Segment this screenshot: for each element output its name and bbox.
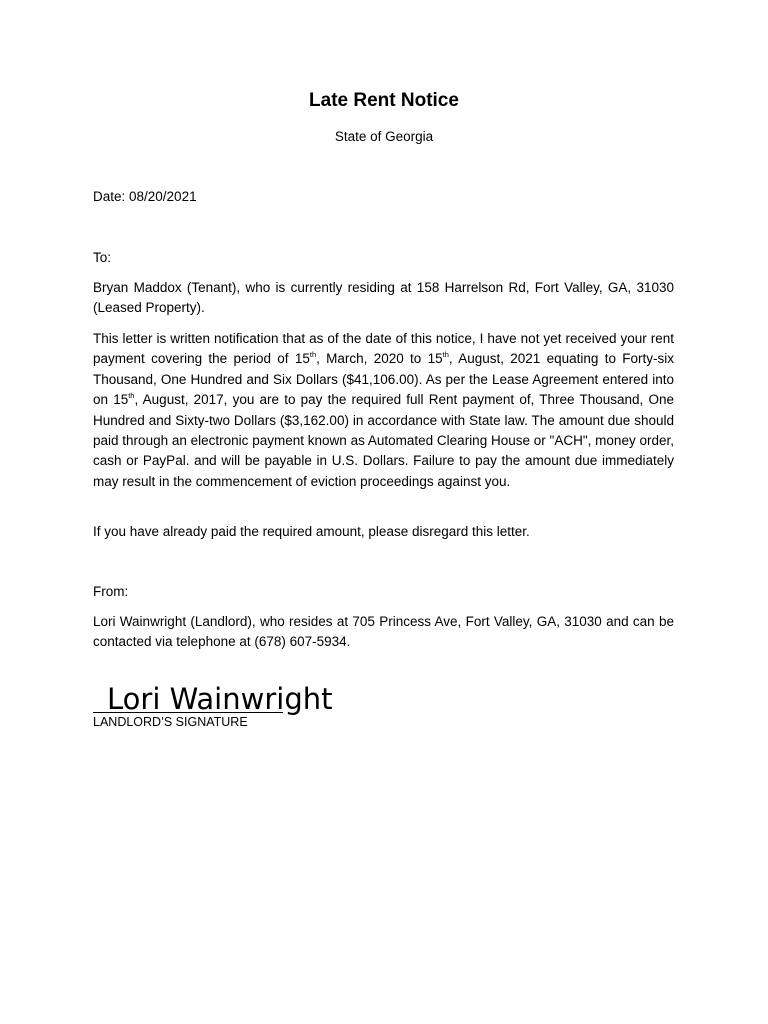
disregard-paragraph: If you have already paid the required amount, please disregard this letter. xyxy=(93,524,530,539)
document-title: Late Rent Notice xyxy=(309,90,459,111)
notice-text-part: , August, 2021 equating to Forty-six Thousand, One Hundred and Six Dollars ($41,106.00). As per the Lease Agreement entered into on 15 xyxy=(93,351,674,408)
landlord-paragraph: Lori Wainwright (Landlord), who resides at 705 Princess Ave, Fort Valley, GA, 31030 and can be contacted via telephone at (678) 607-5934. xyxy=(93,614,674,650)
ordinal-suffix: th xyxy=(128,390,135,400)
signature-name: Lori Wainwright xyxy=(107,682,333,716)
ordinal-suffix: th xyxy=(442,349,449,359)
notice-text-part: , August, 2017, you are to pay the required full Rent payment of, Three Thousand, One Hundred and Sixty-two Dollars ($3,162.00) in accordance with State law. The amount due should paid through an electronic payment known as Automated Clearing House or "ACH", money order, cash or PayPal. and will be payable in U.S. Dollars. Failure to pay the amount due immediately may result in the commencement of eviction proceedings against you. xyxy=(93,392,674,489)
notice-date: Date: 08/20/2021 xyxy=(93,189,197,204)
notice-text-part: , March, 2020 to 15 xyxy=(316,351,443,367)
notice-text-part: This letter is written notification that as of the date of this notice, I have not yet received your rent payment covering the period of 15 xyxy=(93,331,674,367)
signature-label: LANDLORD’S SIGNATURE xyxy=(93,715,248,729)
tenant-paragraph: Bryan Maddox (Tenant), who is currently residing at 158 Harrelson Rd, Fort Valley, GA, 31030 (Leased Property). xyxy=(93,280,674,316)
ordinal-suffix: th xyxy=(309,349,317,359)
notice-paragraph xyxy=(93,329,674,492)
to-label: To: xyxy=(93,250,112,265)
document-subtitle-state: State of Georgia xyxy=(334,129,434,144)
from-label: From: xyxy=(93,584,129,599)
